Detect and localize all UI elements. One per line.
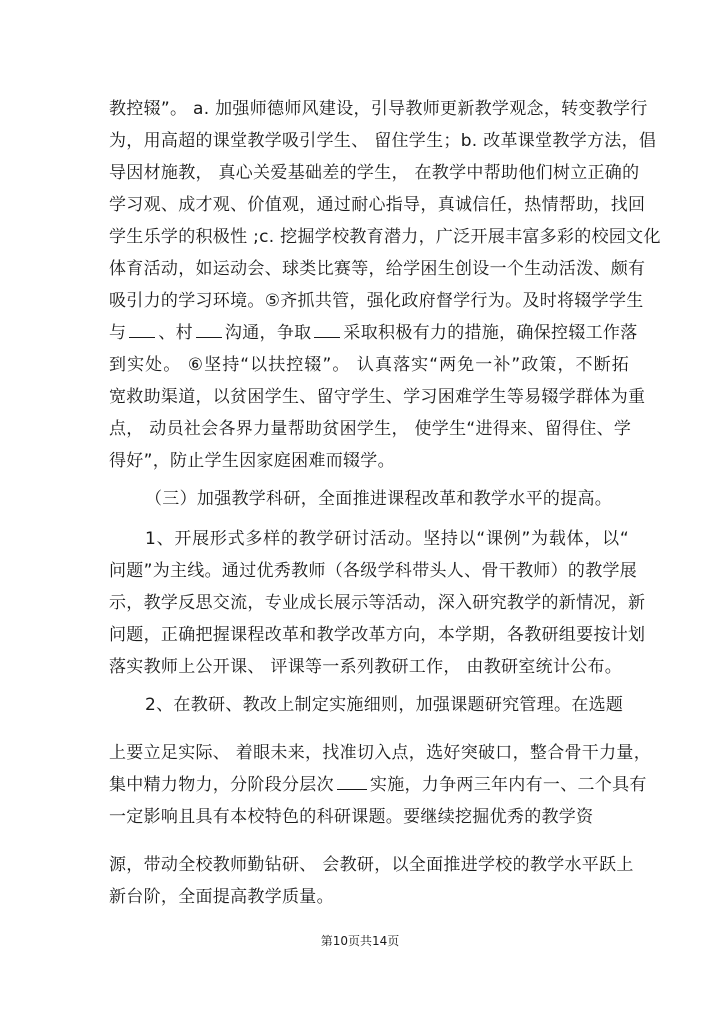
text-line: 学习观、成才观、价值观，通过耐心指导，真诚信任，热情帮助，找回 bbox=[109, 195, 646, 215]
text-line: 问题”为主线。通过优秀教师（各级学科带头人、骨干教师）的教学展 bbox=[109, 561, 638, 581]
text-fragment: 集中精力物力，分阶段分层次 bbox=[109, 775, 334, 795]
text-fragment: 实施，力争两三年内有一、二个具有 bbox=[369, 775, 647, 795]
text-line-with-blanks bbox=[109, 774, 647, 796]
text-line: 点， 动员社会各界力量帮助贫困学生， 使学生“进得来、留得住、学 bbox=[109, 419, 632, 439]
text-fragment: 与 bbox=[109, 323, 127, 343]
text-line: 源，带动全校教师勤钻研、 会教研，以全面推进学校的教学水平跃上 bbox=[109, 855, 634, 875]
text-line: 问题，正确把握课程改革和教学改革方向，本学期，各教研组要按计划 bbox=[109, 625, 646, 645]
text-line: 得好”，防止学生因家庭困难而辍学。 bbox=[109, 451, 395, 471]
text-line: 为，用高超的课堂教学吸引学生、 留住学生；b. 改革课堂教学方法，倡 bbox=[109, 131, 657, 151]
section-heading: （三）加强教学科研，全面推进课程改革和教学水平的提高。 bbox=[145, 489, 613, 509]
fill-blank bbox=[196, 323, 222, 338]
text-fragment: 沟通，争取 bbox=[224, 323, 312, 343]
text-line: 吸引力的学习环境。⑤齐抓共管，强化政府督学行为。及时将辍学学生 bbox=[109, 291, 644, 311]
text-line: 新台阶，全面提高教学质量。 bbox=[109, 887, 334, 907]
text-line: 教控辍”。 a. 加强师德师风建设，引导教师更新教学观念，转变教学行 bbox=[109, 99, 648, 119]
text-fragment: 、村 bbox=[158, 323, 193, 343]
text-line: 上要立足实际、 着眼未来，找准切入点，选好突破口，整合骨干力量， bbox=[109, 743, 652, 763]
text-fragment: 采取积极有力的措施，确保控辍工作落 bbox=[343, 323, 638, 343]
page-number-footer: 第10页共14页 bbox=[320, 934, 400, 948]
text-line: 一定影响且具有本校特色的科研课题。要继续挖掘优秀的教学资 bbox=[109, 807, 594, 827]
fill-blank bbox=[314, 323, 340, 338]
text-line: 到实处。 ⑥坚持“以扶控辍”。 认真落实“两免一补”政策，不断拓 bbox=[109, 355, 629, 375]
text-line: 落实教师上公开课、 评课等一系列教研工作， 由教研室统计公布。 bbox=[109, 657, 623, 677]
fill-blank bbox=[337, 775, 367, 790]
text-line: 导因材施教， 真心关爱基础差的学生， 在教学中帮助他们树立正确的 bbox=[109, 163, 640, 183]
fill-blank bbox=[129, 323, 155, 338]
text-line: 宽救助渠道，以贫困学生、留守学生、学习困难学生等易辍学群体为重 bbox=[109, 387, 646, 407]
text-line: 示，教学反思交流，专业成长展示等活动，深入研究教学的新情况，新 bbox=[109, 593, 646, 613]
text-line: 2、在教研、教改上制定实施细则，加强课题研究管理。在选题 bbox=[145, 695, 624, 715]
text-line: 学生乐学的积极性 ;c. 挖掘学校教育潜力，广泛开展丰富多彩的校园文化 bbox=[109, 227, 661, 247]
text-line: 1、开展形式多样的教学研讨活动。坚持以“课例”为载体，以“ bbox=[145, 529, 629, 549]
text-line: 体育活动，如运动会、球类比赛等，给学困生创设一个生动活泼、颇有 bbox=[109, 259, 646, 279]
text-line-with-blanks bbox=[109, 322, 638, 344]
